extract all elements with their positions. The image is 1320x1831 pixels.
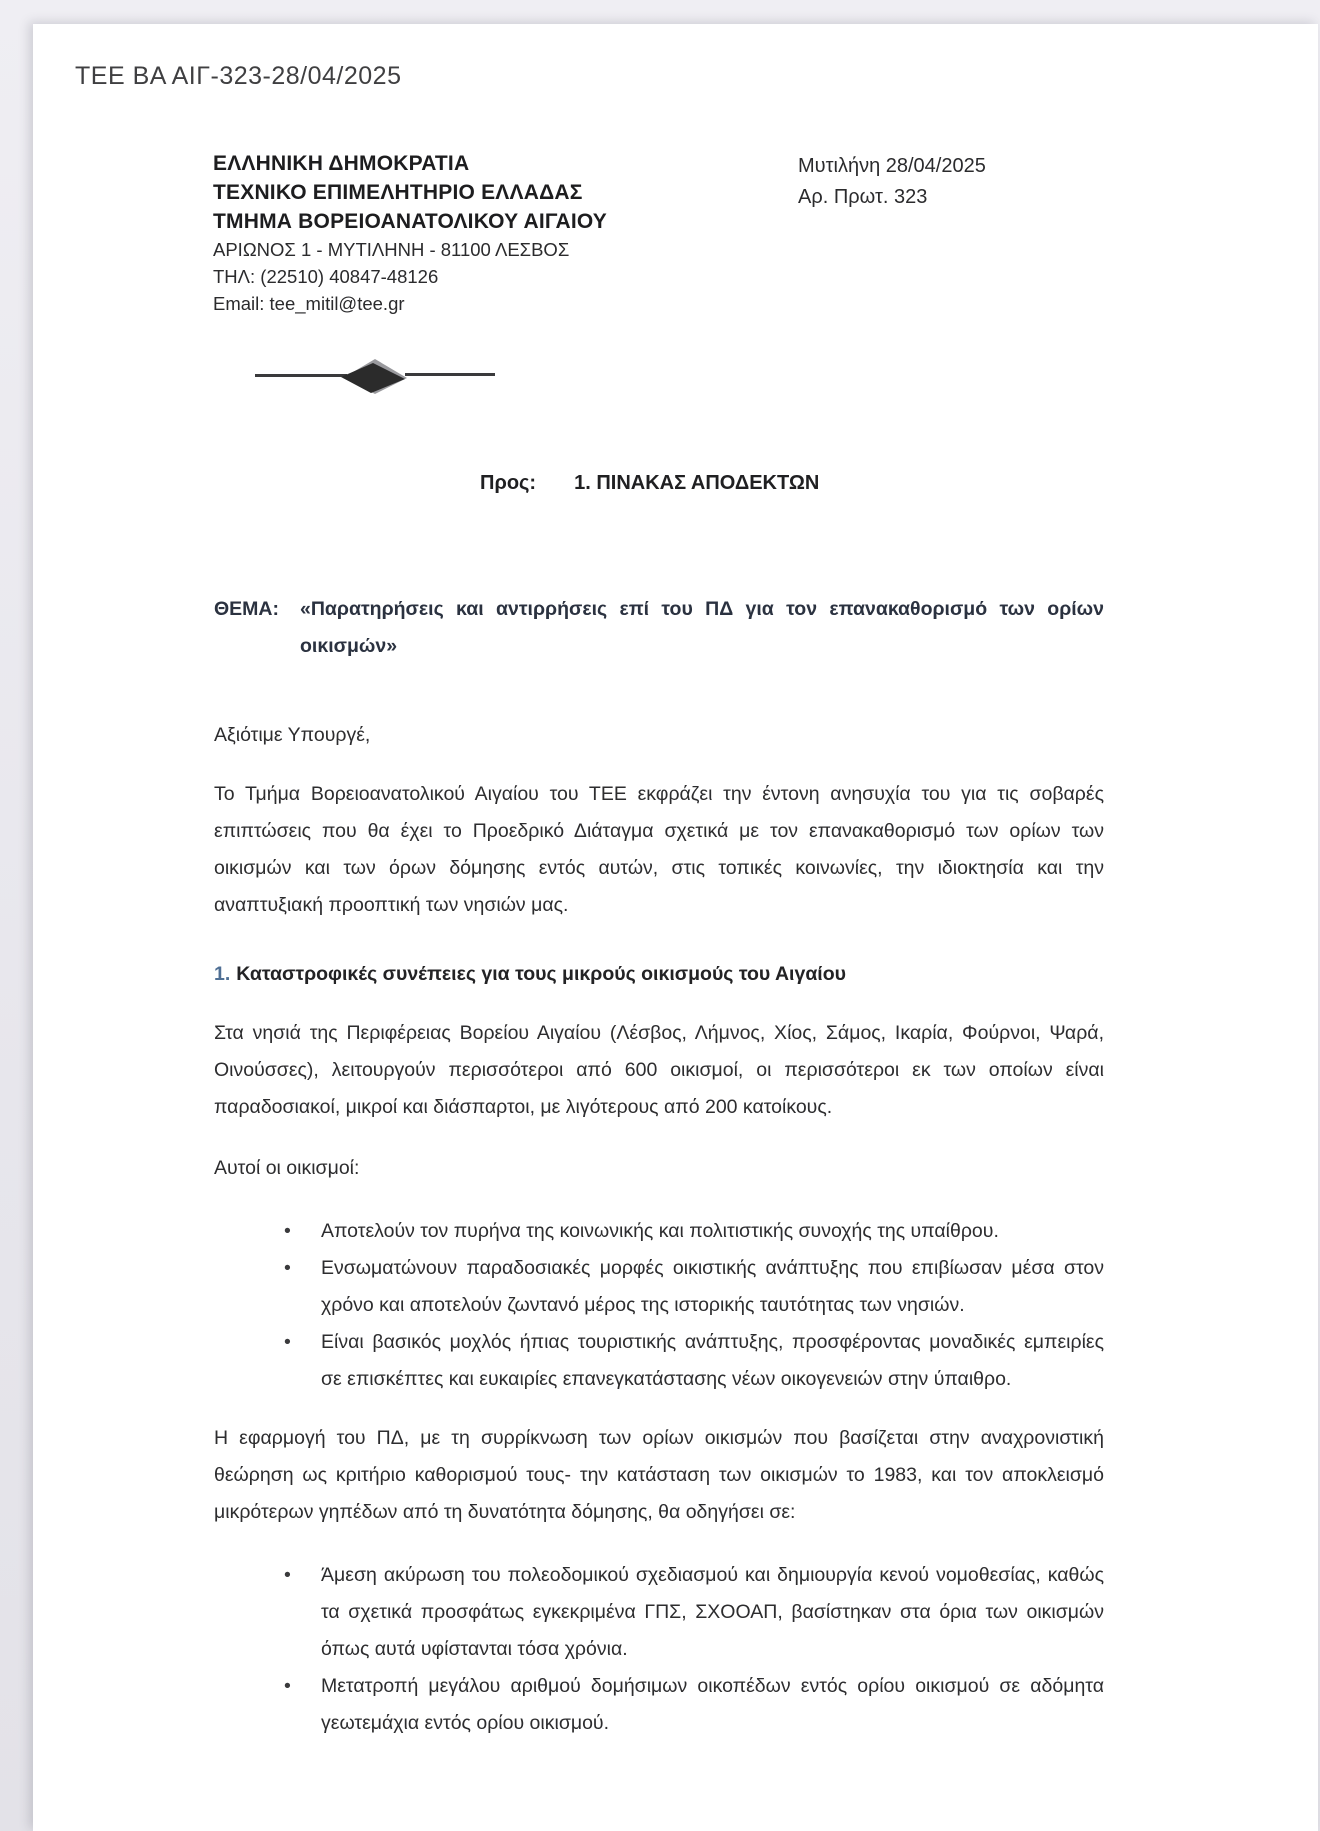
- letter-body: [214, 717, 1104, 1742]
- protocol-number: Αρ. Πρωτ. 323: [798, 186, 928, 208]
- list-item: [214, 1250, 1104, 1324]
- org-name-line: ΕΛΛΗΝΙΚΗ ΔΗΜΟΚΡΑΤΙΑ: [213, 152, 470, 175]
- recipient-line: [480, 472, 1318, 495]
- list-item: [214, 1213, 1104, 1250]
- section-number: 1.: [214, 963, 231, 985]
- letterhead-org-block: [213, 149, 773, 317]
- letterhead-date-block: [798, 149, 986, 317]
- section-1-heading: [214, 956, 1104, 993]
- org-name-line: ΤΕΧΝΙΚΟ ΕΠΙΜΕΛΗΤΗΡΙΟ ΕΛΛΑΔΑΣ: [213, 181, 583, 204]
- list-item-text: Άμεση ακύρωση του πολεοδομικού σχεδιασμού και δημιουργία κενού νομοθεσίας, καθώς τα σχετικά προσφάτως εγκεκριμένα ΓΠΣ, ΣΧΟΟΑΠ, βασίστηκαν στα όρια των οικισμών όπως αυτά υφίστανται τόσα χρόνια.: [321, 1564, 1104, 1660]
- diamond-divider-icon: [255, 357, 495, 395]
- subject-line: [214, 591, 1104, 665]
- subject-text: «Παρατηρήσεις και αντιρρήσεις επί του ΠΔ για τον επανακαθορισμό των ορίων οικισμών»: [300, 598, 1104, 657]
- bullet-list-lead-in: Αυτοί οι οικισμοί:: [214, 1157, 360, 1179]
- list-item-text: Ενσωματώνουν παραδοσιακές μορφές οικιστικής ανάπτυξης που επιβίωσαν μέσα στον χρόνο και αποτελούν ζωντανό μέρος της ιστορικής ταυτότητας των νησιών.: [321, 1257, 1104, 1316]
- org-email: Email: tee_mitil@tee.gr: [213, 293, 405, 314]
- letterhead: [33, 149, 1318, 317]
- city-date: Μυτιλήνη 28/04/2025: [798, 155, 986, 177]
- list-item: [214, 1557, 1104, 1668]
- salutation: Αξιότιμε Υπουργέ,: [214, 724, 371, 746]
- section-title: Καταστροφικές συνέπειες για τους μικρούς οικισμούς του Αιγαίου: [236, 963, 846, 985]
- org-address: ΑΡΙΩΝΟΣ 1 - ΜΥΤΙΛΗΝΗ - 81100 ΛΕΣΒΟΣ: [213, 239, 570, 260]
- bullet-list-consequences: [214, 1557, 1104, 1742]
- section-1-paragraph-2: Η εφαρμογή του ΠΔ, με τη συρρίκνωση των ορίων οικισμών που βασίζεται στην αναχρονιστική θεώρηση ως κριτήριο καθορισμού τους- την κατάσταση των οικισμών το 1983, και τον αποκλεισμό μικρότερων γηπέδων από τη δυνατότητα δόμησης, θα οδηγήσει σε:: [214, 1427, 1104, 1523]
- org-name-line: ΤΜΗΜΑ ΒΟΡΕΙΟΑΝΑΤΟΛΙΚΟΥ ΑΙΓΑΙΟΥ: [213, 210, 608, 233]
- list-item: [214, 1324, 1104, 1398]
- bullet-list-settlements: [214, 1213, 1104, 1398]
- subject-label: ΘΕΜΑ:: [214, 598, 279, 620]
- recipient-value: 1. ΠΙΝΑΚΑΣ ΑΠΟΔΕΚΤΩΝ: [574, 472, 820, 494]
- intro-paragraph: Το Τμήμα Βορειοανατολικού Αιγαίου του ΤΕΕ εκφράζει την έντονη ανησυχία του για τις σοβαρές επιπτώσεις που θα έχει το Προεδρικό Διάταγμα σχετικά με τον επανακαθορισμό των ορίων των οικισμών και των όρων δόμησης εντός αυτών, στις τοπικές κοινωνίες, την ιδιοκτησία και την αναπτυξιακή προοπτική των νησιών μας.: [214, 783, 1104, 916]
- list-item-text: Είναι βασικός μοχλός ήπιας τουριστικής ανάπτυξης, προσφέροντας μοναδικές εμπειρίες σε επισκέπτες και ευκαιρίες επανεγκατάστασης νέων οικογενειών στην ύπαιθρο.: [321, 1331, 1104, 1390]
- section-1-paragraph: Στα νησιά της Περιφέρειας Βορείου Αιγαίου (Λέσβος, Λήμνος, Χίος, Σάμος, Ικαρία, Φούρνοι, Ψαρά, Οινούσσες), λειτουργούν περισσότεροι από 600 οικισμοί, οι περισσότεροι εκ των οποίων είναι παραδοσιακοί, μικροί και διάσπαρτοι, με λιγότερους από 200 κατοίκους.: [214, 1022, 1104, 1118]
- document-page: [33, 24, 1318, 1831]
- list-item: [214, 1668, 1104, 1742]
- list-item-text: Αποτελούν τον πυρήνα της κοινωνικής και πολιτιστικής συνοχής της υπαίθρου.: [321, 1220, 999, 1242]
- list-item-text: Μετατροπή μεγάλου αριθμού δομήσιμων οικοπέδων εντός ορίου οικισμού σε αδόμητα γεωτεμάχια εντός ορίου οικισμού.: [321, 1675, 1104, 1734]
- org-phone: ΤΗΛ: (22510) 40847-48126: [213, 266, 439, 287]
- protocol-stamp: ΤΕΕ ΒΑ ΑΙΓ-323-28/04/2025: [75, 62, 402, 90]
- recipient-label: Προς:: [480, 472, 537, 494]
